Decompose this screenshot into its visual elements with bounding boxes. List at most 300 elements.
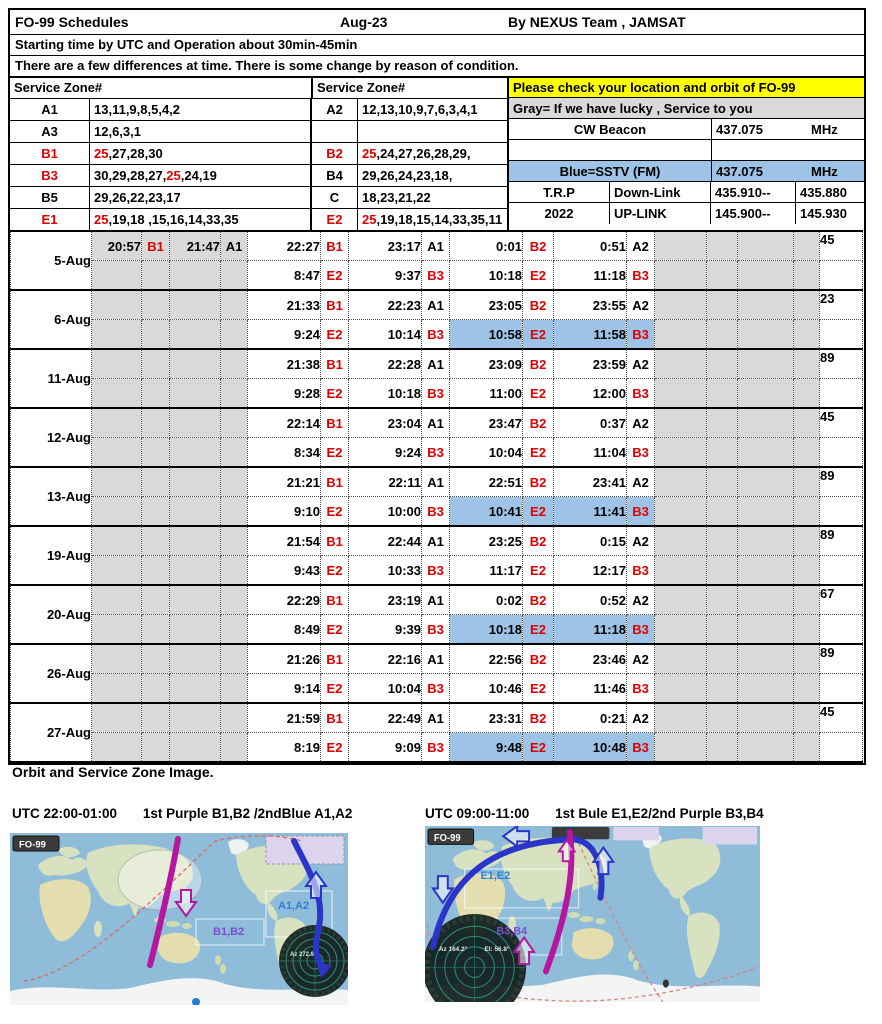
schedule-time-cell bbox=[655, 379, 707, 409]
schedule-code-cell: E2 bbox=[321, 379, 349, 409]
schedule-code-cell bbox=[707, 261, 738, 291]
schedule-time-cell bbox=[655, 703, 707, 733]
schedule-time-cell: 22:11 bbox=[349, 467, 422, 497]
schedule-time-cell bbox=[170, 290, 221, 320]
schedule-pass-count-empty bbox=[820, 733, 863, 763]
schedule-time-cell: 0:37 bbox=[554, 408, 627, 438]
right-map-caption bbox=[425, 806, 764, 821]
schedule-code-cell: B3 bbox=[422, 261, 450, 291]
satellite-badge bbox=[428, 829, 474, 844]
schedule-time-cell bbox=[655, 644, 707, 674]
radar-dial bbox=[279, 925, 348, 997]
zone-rows bbox=[10, 99, 507, 230]
schedule-pass-count-cell: 45 bbox=[820, 703, 863, 733]
schedule-code-cell bbox=[142, 290, 170, 320]
schedule-code-cell bbox=[707, 290, 738, 320]
downlink-freq: 435.910-- bbox=[711, 182, 796, 202]
schedule-time-cell bbox=[655, 733, 707, 763]
schedule-code-cell bbox=[794, 733, 820, 763]
schedule-code-cell bbox=[707, 733, 738, 763]
schedule-time-cell bbox=[92, 320, 142, 350]
schedule-time-cell: 12:17 bbox=[554, 556, 627, 586]
schedule-pass-count-empty bbox=[820, 556, 863, 586]
schedule-code-cell bbox=[221, 438, 248, 468]
schedule-time-cell bbox=[738, 290, 794, 320]
schedule-code-cell: E2 bbox=[321, 615, 349, 645]
schedule-time-cell bbox=[655, 290, 707, 320]
zone-code-cell: A2 bbox=[312, 99, 358, 120]
schedule-code-cell: B2 bbox=[523, 290, 554, 320]
zone-box-lavender2 bbox=[703, 827, 758, 844]
schedule-code-cell: A1 bbox=[422, 290, 450, 320]
schedule-code-cell bbox=[142, 526, 170, 556]
schedule-time-cell: 11:00 bbox=[450, 379, 523, 409]
schedule-code-cell: B2 bbox=[523, 703, 554, 733]
schedule-code-cell bbox=[707, 467, 738, 497]
schedule-time-cell: 10:46 bbox=[450, 674, 523, 704]
schedule-code-cell bbox=[707, 408, 738, 438]
schedule-code-cell bbox=[707, 497, 738, 527]
schedule-code-cell: E2 bbox=[523, 615, 554, 645]
schedule-code-cell bbox=[794, 408, 820, 438]
schedule-time-cell: 23:59 bbox=[554, 349, 627, 379]
schedule-time-cell bbox=[92, 349, 142, 379]
schedule-code-cell bbox=[221, 703, 248, 733]
schedule-time-cell bbox=[738, 703, 794, 733]
schedule-code-cell bbox=[221, 615, 248, 645]
schedule-code-cell bbox=[794, 320, 820, 350]
left-map-caption bbox=[12, 806, 352, 821]
schedule-time-cell bbox=[170, 526, 221, 556]
schedule-code-cell: B3 bbox=[627, 615, 655, 645]
zone-list-cell bbox=[90, 209, 312, 230]
schedule-code-cell bbox=[142, 408, 170, 438]
schedule-code-cell: B2 bbox=[523, 408, 554, 438]
schedule-pass-count-cell: 89 bbox=[820, 644, 863, 674]
schedule-time-cell: 9:37 bbox=[349, 261, 422, 291]
schedule-code-cell: B1 bbox=[321, 585, 349, 615]
schedule-time-cell: 9:09 bbox=[349, 733, 422, 763]
schedule-code-cell: A1 bbox=[422, 644, 450, 674]
schedule-code-cell: B3 bbox=[422, 438, 450, 468]
zone-code-cell: E1 bbox=[10, 209, 90, 230]
schedule-time-cell bbox=[655, 408, 707, 438]
schedule-time-cell: 11:18 bbox=[554, 261, 627, 291]
schedule-time-cell: 23:46 bbox=[554, 644, 627, 674]
zone-list-text: ,19,18,15,14,33,35,11 bbox=[376, 212, 503, 227]
schedule-time-cell: 9:43 bbox=[248, 556, 321, 586]
schedule-time-cell bbox=[170, 438, 221, 468]
zone-code-cell: B1 bbox=[10, 143, 90, 164]
schedule-code-cell bbox=[221, 467, 248, 497]
schedule-pass-count-cell: 89 bbox=[820, 467, 863, 497]
schedule-code-cell bbox=[794, 674, 820, 704]
schedule-time-cell: 21:33 bbox=[248, 290, 321, 320]
schedule-code-cell: A2 bbox=[627, 585, 655, 615]
schedule-code-cell: A1 bbox=[422, 526, 450, 556]
schedule-time-cell bbox=[738, 379, 794, 409]
schedule-time-cell bbox=[92, 408, 142, 438]
zone-row bbox=[10, 143, 507, 165]
zone-list-text: ,19,18 ,15,16,14,33,35 bbox=[108, 212, 239, 227]
schedule-pass-count-cell: 89 bbox=[820, 526, 863, 556]
schedule-time-cell bbox=[738, 408, 794, 438]
schedule-time-cell bbox=[92, 438, 142, 468]
cw-beacon-row bbox=[509, 119, 864, 140]
schedule-pass-count-empty bbox=[820, 379, 863, 409]
note-line1: Starting time by UTC and Operation about 30min-45min bbox=[10, 35, 864, 56]
schedule-code-cell: A1 bbox=[422, 231, 450, 261]
zone-label-b1b2: B1,B2 bbox=[213, 926, 245, 938]
schedule-time-cell bbox=[92, 703, 142, 733]
zone-code-cell: B3 bbox=[10, 165, 90, 186]
schedule-time-cell bbox=[170, 320, 221, 350]
sstv-label: Blue=SSTV (FM) bbox=[509, 161, 712, 181]
schedule-time-cell: 9:10 bbox=[248, 497, 321, 527]
location-banner: Please check your location and orbit of FO-99 bbox=[509, 78, 864, 98]
schedule-time-cell: 10:04 bbox=[349, 674, 422, 704]
schedule-time-cell bbox=[92, 556, 142, 586]
zone-list-text: 30,29,28,27, bbox=[94, 168, 167, 183]
schedule-time-cell bbox=[655, 467, 707, 497]
schedule-time-cell bbox=[92, 467, 142, 497]
schedule-code-cell bbox=[794, 290, 820, 320]
schedule-code-cell: E2 bbox=[523, 379, 554, 409]
schedule-code-cell: E2 bbox=[523, 320, 554, 350]
schedule-code-cell bbox=[794, 497, 820, 527]
schedule-time-cell: 23:25 bbox=[450, 526, 523, 556]
schedule-time-cell bbox=[738, 231, 794, 261]
orbit-map-morning bbox=[425, 826, 760, 1002]
zone-code-cell: B5 bbox=[10, 187, 90, 208]
schedule-time-cell bbox=[738, 497, 794, 527]
uplink-freq: 145.900-- bbox=[711, 203, 796, 224]
zone-label-a1a2: A1,A2 bbox=[278, 900, 310, 912]
schedule-time-cell bbox=[655, 615, 707, 645]
schedule-code-cell: A2 bbox=[627, 408, 655, 438]
zone-label-b3b4: B3,B4 bbox=[496, 925, 528, 938]
schedule-date-cell: 26-Aug bbox=[11, 644, 92, 703]
schedule-time-cell bbox=[170, 261, 221, 291]
schedule-date-cell: 12-Aug bbox=[11, 408, 92, 467]
schedule-time-cell bbox=[738, 615, 794, 645]
zone-list-cell bbox=[358, 165, 507, 186]
zone-list-highlight: 25 bbox=[94, 212, 109, 227]
schedule-time-cell bbox=[170, 467, 221, 497]
schedule-date-cell: 20-Aug bbox=[11, 585, 92, 644]
schedule-code-cell: B3 bbox=[422, 733, 450, 763]
schedule-time-cell: 0:02 bbox=[450, 585, 523, 615]
schedule-pass-count-cell: 45 bbox=[820, 231, 863, 261]
zone-row bbox=[10, 187, 507, 209]
schedule-time-cell bbox=[738, 438, 794, 468]
downlink-label: Down-Link bbox=[610, 182, 711, 202]
schedule-code-cell bbox=[707, 674, 738, 704]
schedule-code-cell bbox=[794, 379, 820, 409]
schedule-time-cell bbox=[655, 349, 707, 379]
schedule-time-cell bbox=[170, 615, 221, 645]
schedule-time-cell: 11:46 bbox=[554, 674, 627, 704]
zone-row bbox=[10, 121, 507, 143]
satellite-badge-text: FO-99 bbox=[19, 839, 46, 851]
schedule-code-cell bbox=[142, 438, 170, 468]
schedule-code-cell: B2 bbox=[523, 349, 554, 379]
trp-label: T.R.P bbox=[509, 182, 610, 202]
schedule-time-cell: 11:58 bbox=[554, 320, 627, 350]
zone-list-highlight: 25 bbox=[166, 168, 181, 183]
schedule-time-cell bbox=[738, 261, 794, 291]
schedule-time-cell bbox=[170, 497, 221, 527]
schedule-code-cell bbox=[142, 556, 170, 586]
schedule-time-cell bbox=[170, 703, 221, 733]
schedule-code-cell bbox=[142, 615, 170, 645]
schedule-time-cell: 10:33 bbox=[349, 556, 422, 586]
schedule-pass-count-cell: 89 bbox=[820, 349, 863, 379]
schedule-code-cell: B1 bbox=[321, 467, 349, 497]
schedule-code-cell: E2 bbox=[523, 674, 554, 704]
schedule-time-cell bbox=[170, 556, 221, 586]
uplink-label: UP-LINK bbox=[610, 203, 711, 224]
schedule-code-cell: E2 bbox=[321, 733, 349, 763]
schedule-time-cell bbox=[738, 556, 794, 586]
zone-box-lavender bbox=[613, 827, 659, 840]
schedule-time-cell bbox=[170, 349, 221, 379]
zone-list-text: 29,26,22,23,17 bbox=[94, 190, 181, 205]
schedule-time-cell bbox=[170, 408, 221, 438]
zone-list-text: 12,13,10,9,7,6,3,4,1 bbox=[362, 102, 478, 117]
schedule-time-cell: 0:52 bbox=[554, 585, 627, 615]
uplink-freq2: 145.930 bbox=[800, 206, 847, 221]
schedule-code-cell bbox=[221, 644, 248, 674]
schedule-time-cell bbox=[92, 674, 142, 704]
cw-beacon-freq: 437.075 bbox=[716, 122, 763, 137]
schedule-time-cell: 22:44 bbox=[349, 526, 422, 556]
schedule-code-cell: B3 bbox=[422, 320, 450, 350]
schedule-code-cell: E2 bbox=[523, 261, 554, 291]
schedule-time-cell: 9:24 bbox=[349, 438, 422, 468]
schedule-code-cell bbox=[794, 438, 820, 468]
schedule-pass-count-empty bbox=[820, 320, 863, 350]
schedule-time-cell: 23:09 bbox=[450, 349, 523, 379]
schedule-code-cell bbox=[707, 379, 738, 409]
zone-list-text: 13,11,9,8,5,4,2 bbox=[94, 102, 181, 117]
schedule-code-cell bbox=[707, 703, 738, 733]
schedule-time-cell: 8:19 bbox=[248, 733, 321, 763]
zone-list-cell bbox=[358, 209, 507, 230]
schedule-code-cell: E2 bbox=[523, 733, 554, 763]
schedule-code-cell bbox=[221, 674, 248, 704]
schedule-time-cell bbox=[170, 585, 221, 615]
schedule-code-cell bbox=[221, 408, 248, 438]
zone-code-cell: A3 bbox=[10, 121, 90, 142]
cw-beacon-label: CW Beacon bbox=[509, 119, 712, 139]
schedule-time-cell: 9:39 bbox=[349, 615, 422, 645]
schedule-time-cell: 0:21 bbox=[554, 703, 627, 733]
schedule-code-cell: A2 bbox=[627, 467, 655, 497]
schedule-time-cell: 8:47 bbox=[248, 261, 321, 291]
schedule-code-cell: B1 bbox=[321, 290, 349, 320]
schedule-code-cell bbox=[142, 320, 170, 350]
schedule-code-cell: B2 bbox=[523, 231, 554, 261]
schedule-code-cell: B3 bbox=[422, 674, 450, 704]
schedule-code-cell: B1 bbox=[321, 526, 349, 556]
schedule-time-cell: 22:16 bbox=[349, 644, 422, 674]
zone-code-cell: C bbox=[312, 187, 358, 208]
schedule-code-cell: A2 bbox=[627, 290, 655, 320]
orbit-map-morning-svg bbox=[425, 826, 760, 1002]
schedule-time-cell: 23:31 bbox=[450, 703, 523, 733]
schedule-code-cell: B3 bbox=[422, 556, 450, 586]
schedule-time-cell bbox=[92, 261, 142, 291]
zone-label-e1e2: E1,E2 bbox=[480, 870, 511, 883]
month-label: Aug-23 bbox=[340, 14, 388, 30]
empty-info-cell2 bbox=[712, 140, 864, 160]
schedule-time-cell bbox=[655, 231, 707, 261]
zone-and-info-section bbox=[10, 78, 864, 230]
schedule-time-cell bbox=[655, 585, 707, 615]
schedule-time-cell: 21:38 bbox=[248, 349, 321, 379]
schedule-code-cell bbox=[794, 585, 820, 615]
schedule-time-cell: 21:54 bbox=[248, 526, 321, 556]
schedule-code-cell: A2 bbox=[627, 703, 655, 733]
schedule-date-cell: 6-Aug bbox=[11, 290, 92, 349]
schedule-code-cell: A2 bbox=[627, 231, 655, 261]
zone-list-highlight: 25 bbox=[362, 146, 377, 161]
schedule-code-cell: A1 bbox=[221, 231, 248, 261]
schedule-time-cell bbox=[655, 556, 707, 586]
schedule-date-cell: 5-Aug bbox=[11, 231, 92, 290]
schedule-pass-count-empty bbox=[820, 438, 863, 468]
schedule-time-cell bbox=[170, 733, 221, 763]
schedule-code-cell: E2 bbox=[523, 497, 554, 527]
zone-header-left: Service Zone# bbox=[10, 78, 313, 98]
schedule-code-cell bbox=[707, 644, 738, 674]
zone-list-cell bbox=[90, 187, 312, 208]
schedule-code-cell bbox=[142, 497, 170, 527]
zone-code-cell: B2 bbox=[312, 143, 358, 164]
schedule-code-cell bbox=[707, 349, 738, 379]
schedule-code-cell bbox=[707, 526, 738, 556]
schedule-time-cell bbox=[170, 674, 221, 704]
orbit-map-evening-svg bbox=[10, 833, 348, 1005]
schedule-code-cell bbox=[142, 467, 170, 497]
schedule-time-cell bbox=[92, 526, 142, 556]
schedule-time-cell: 23:41 bbox=[554, 467, 627, 497]
schedule-time-cell: 22:56 bbox=[450, 644, 523, 674]
schedule-date-cell: 11-Aug bbox=[11, 349, 92, 408]
orbit-section-heading: Orbit and Service Zone Image. bbox=[12, 764, 214, 780]
schedule-time-cell: 10:48 bbox=[554, 733, 627, 763]
zone-list-text: 29,26,24,23,18, bbox=[362, 168, 453, 183]
schedule-time-cell bbox=[92, 615, 142, 645]
schedule-time-cell bbox=[92, 290, 142, 320]
sstv-freq: 437.075 bbox=[716, 164, 763, 179]
schedule-time-cell: 0:51 bbox=[554, 231, 627, 261]
schedule-time-cell bbox=[738, 467, 794, 497]
schedule-code-cell bbox=[794, 615, 820, 645]
schedule-time-cell: 23:47 bbox=[450, 408, 523, 438]
schedule-time-cell: 23:17 bbox=[349, 231, 422, 261]
schedule-code-cell: E2 bbox=[523, 556, 554, 586]
zone-row bbox=[10, 99, 507, 121]
schedule-code-cell: B3 bbox=[627, 556, 655, 586]
schedule-time-cell: 23:55 bbox=[554, 290, 627, 320]
schedule-code-cell: A2 bbox=[627, 526, 655, 556]
schedule-code-cell bbox=[221, 497, 248, 527]
schedule-code-cell bbox=[221, 526, 248, 556]
sheet-title: FO-99 Schedules bbox=[15, 14, 129, 30]
schedule-time-cell: 0:01 bbox=[450, 231, 523, 261]
schedule-code-cell: B2 bbox=[523, 644, 554, 674]
schedule-code-cell: B1 bbox=[321, 703, 349, 733]
satellite-badge bbox=[13, 836, 59, 851]
schedule-time-cell: 10:18 bbox=[450, 615, 523, 645]
schedule-pass-count-empty bbox=[820, 497, 863, 527]
schedule-code-cell: E2 bbox=[321, 438, 349, 468]
title-row bbox=[10, 10, 864, 35]
schedule-time-cell: 10:04 bbox=[450, 438, 523, 468]
schedule-code-cell: B1 bbox=[321, 349, 349, 379]
schedule-time-cell bbox=[92, 733, 142, 763]
left-map-utc: UTC 22:00-01:00 bbox=[12, 806, 118, 821]
schedule-time-cell bbox=[738, 674, 794, 704]
zone-header-right: Service Zone# bbox=[317, 80, 406, 95]
schedule-time-cell: 0:15 bbox=[554, 526, 627, 556]
schedule-pass-count-empty bbox=[820, 674, 863, 704]
schedule-time-cell: 9:48 bbox=[450, 733, 523, 763]
zone-list-highlight: 25 bbox=[94, 146, 109, 161]
schedule-time-cell bbox=[655, 526, 707, 556]
zone-list-cell bbox=[90, 143, 312, 164]
schedule-code-cell: B3 bbox=[627, 379, 655, 409]
zone-list-highlight: 25 bbox=[362, 212, 377, 227]
schedule-code-cell bbox=[707, 585, 738, 615]
schedule-time-cell: 10:18 bbox=[450, 261, 523, 291]
schedule-code-cell: A1 bbox=[422, 467, 450, 497]
schedule-time-cell bbox=[655, 438, 707, 468]
schedule-time-cell: 10:41 bbox=[450, 497, 523, 527]
schedule-code-cell bbox=[794, 467, 820, 497]
schedule-time-cell bbox=[170, 644, 221, 674]
schedule-time-cell bbox=[738, 526, 794, 556]
schedule-code-cell bbox=[794, 703, 820, 733]
schedule-time-cell bbox=[738, 349, 794, 379]
schedule-time-cell: 22:51 bbox=[450, 467, 523, 497]
schedule-time-cell: 9:14 bbox=[248, 674, 321, 704]
zone-list-cell bbox=[358, 187, 507, 208]
schedule-table bbox=[8, 8, 866, 765]
empty-info-cell bbox=[509, 140, 712, 160]
schedule-date-cell: 19-Aug bbox=[11, 526, 92, 585]
schedule-code-cell: B1 bbox=[142, 231, 170, 261]
schedule-time-cell bbox=[655, 674, 707, 704]
schedule-code-cell: B3 bbox=[627, 497, 655, 527]
schedule-time-cell: 11:41 bbox=[554, 497, 627, 527]
schedule-code-cell: A1 bbox=[422, 349, 450, 379]
schedule-code-cell bbox=[794, 349, 820, 379]
schedule-time-cell: 21:59 bbox=[248, 703, 321, 733]
schedule-time-cell: 23:04 bbox=[349, 408, 422, 438]
zone-list-text: 12,6,3,1 bbox=[94, 124, 141, 139]
schedule-time-cell: 21:21 bbox=[248, 467, 321, 497]
schedule-date-cell: 13-Aug bbox=[11, 467, 92, 526]
schedule-time-cell: 22:27 bbox=[248, 231, 321, 261]
penguin-sticker bbox=[663, 979, 669, 987]
schedule-code-cell: B3 bbox=[627, 733, 655, 763]
schedule-time-cell: 10:14 bbox=[349, 320, 422, 350]
schedule-time-cell: 22:49 bbox=[349, 703, 422, 733]
radar-elevation-text: El: 56.8° bbox=[484, 945, 510, 953]
